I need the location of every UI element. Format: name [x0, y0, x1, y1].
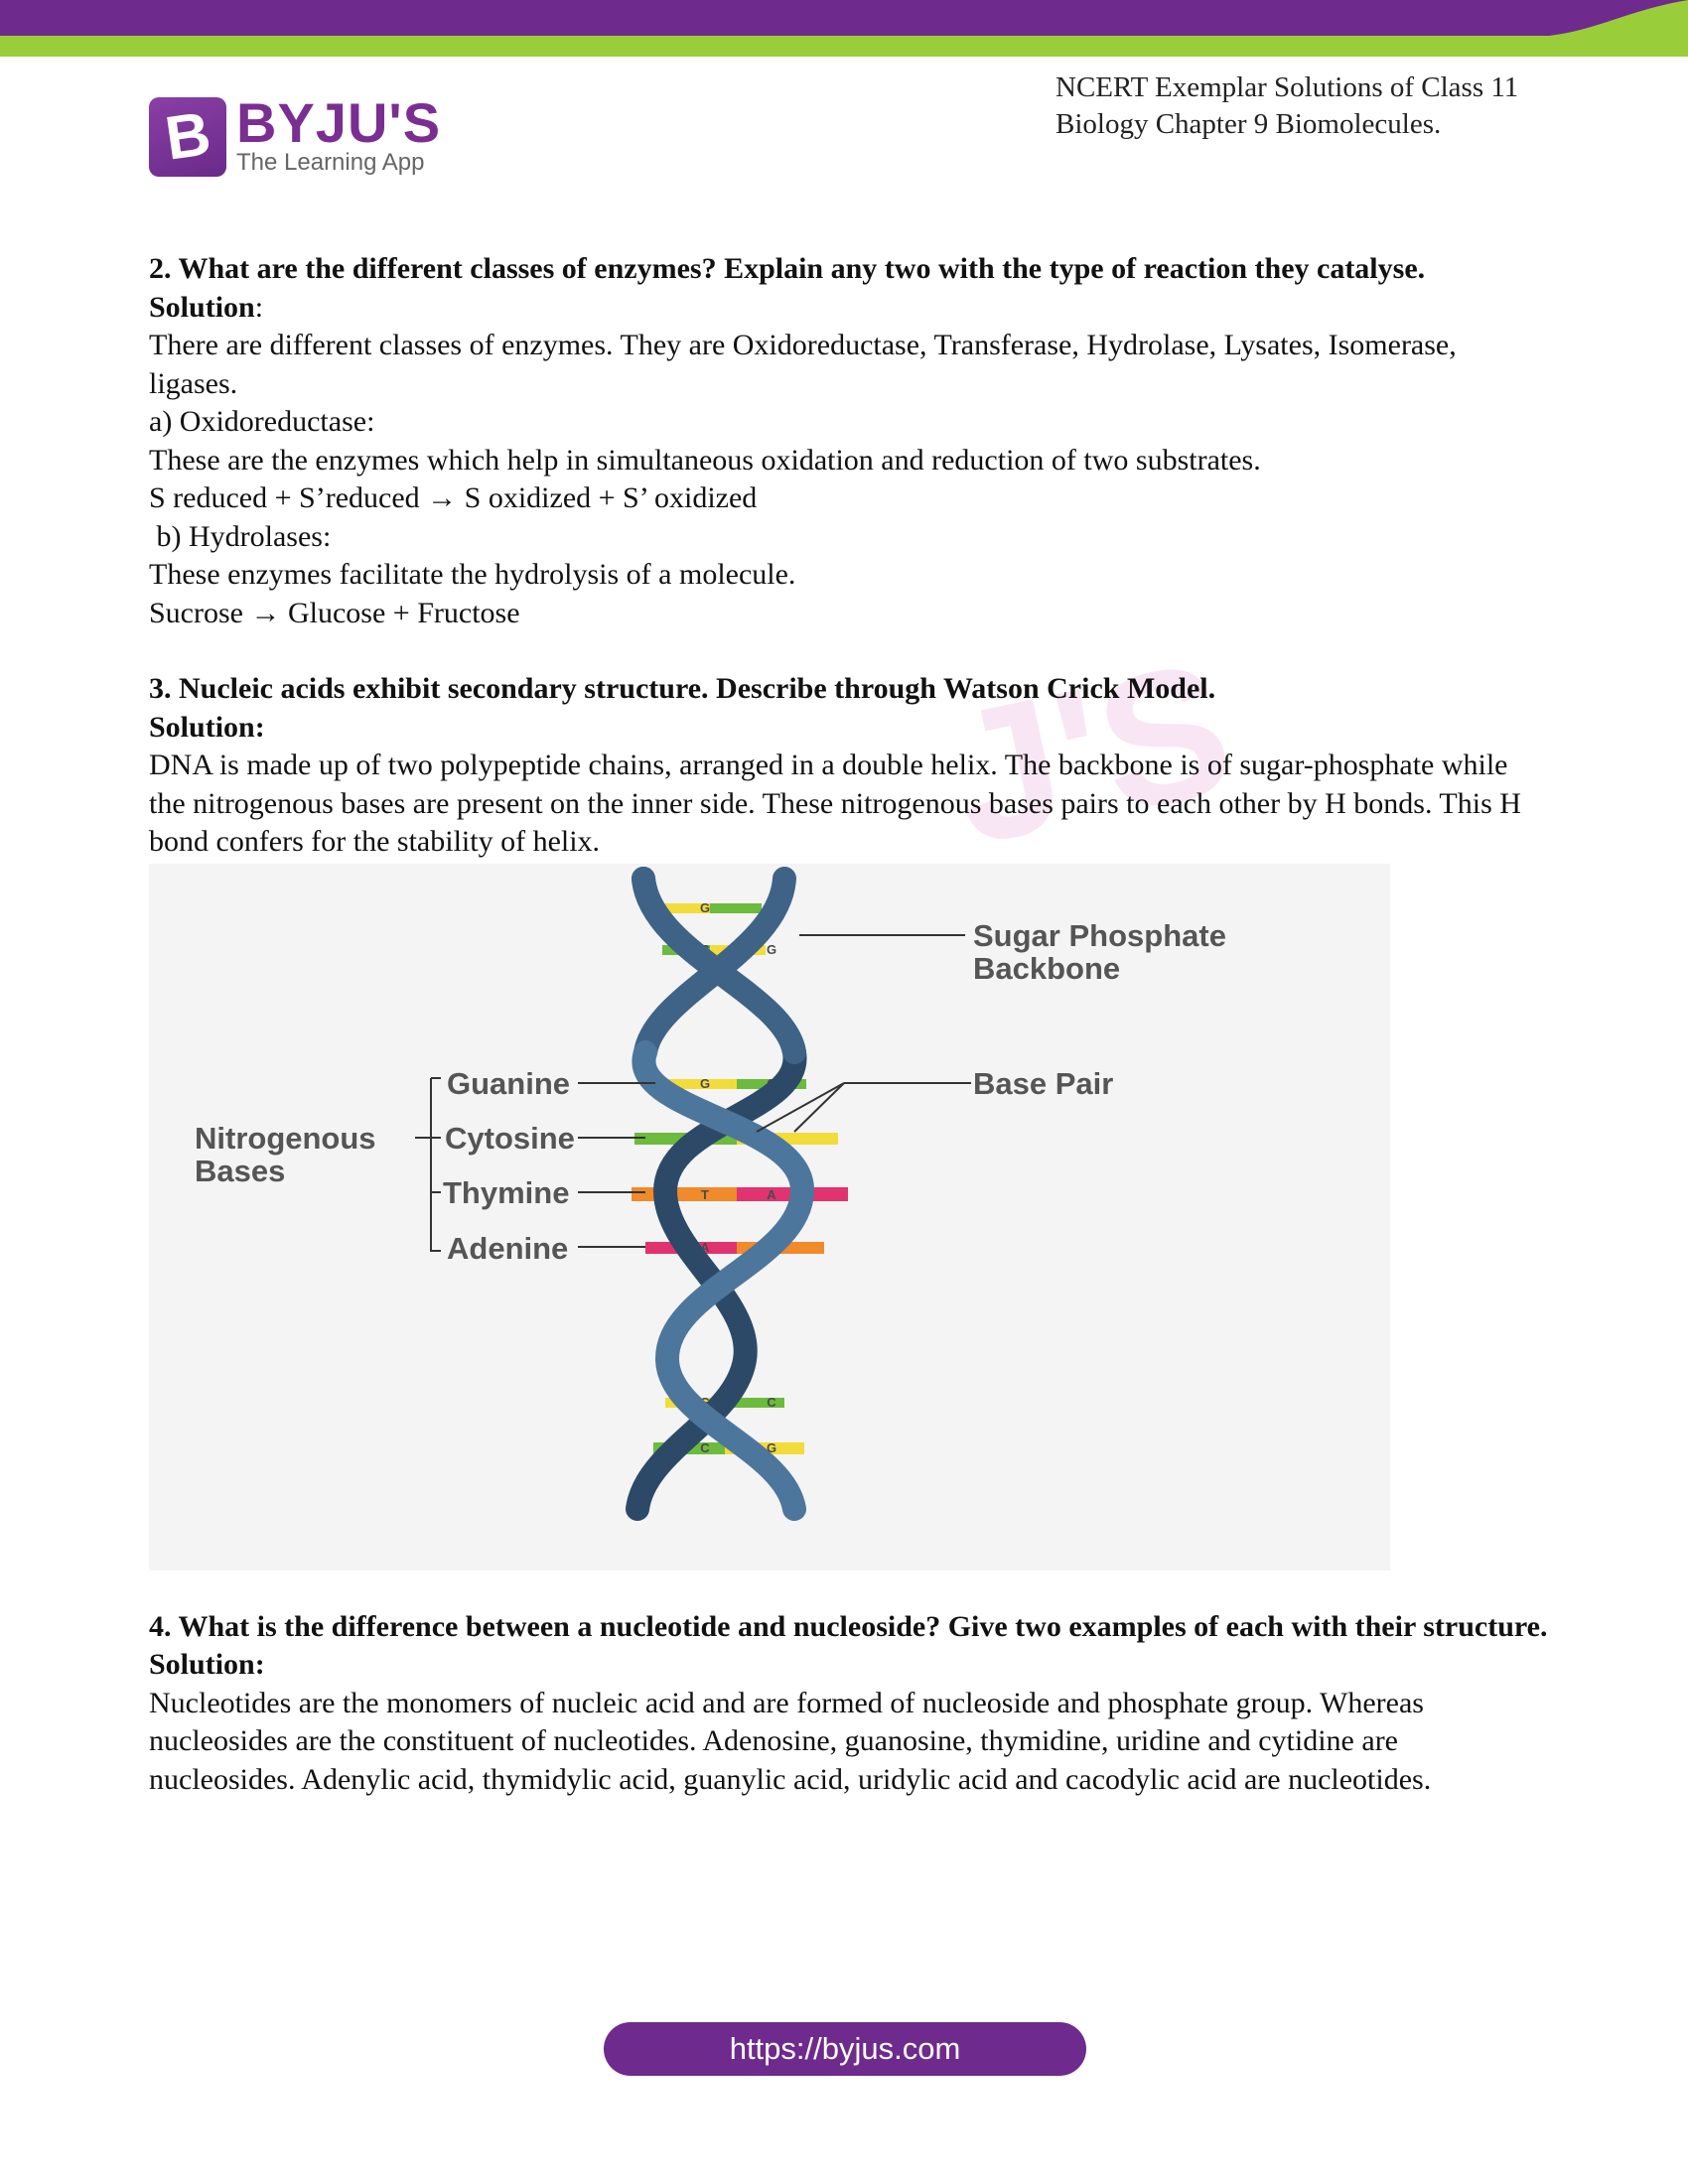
svg-text:G: G [699, 899, 711, 915]
document-body [149, 250, 1549, 1799]
solution-line: a) Oxidoreductase: [149, 405, 375, 438]
label-bases: Bases [195, 1153, 286, 1188]
solution-heading: Solution: [149, 1648, 265, 1681]
label-cytosine: Cytosine [445, 1120, 575, 1156]
logo-name: BYJU'S [236, 91, 442, 154]
question-block [149, 250, 1549, 632]
svg-text:T: T [768, 1239, 775, 1255]
solution-line: There are different classes of enzymes. They are Oxidoreductase, Transferase, Hydrolase, Lysates, Isomerase, ligases. [149, 329, 1457, 400]
footer-url-link[interactable]: https://byjus.com [604, 2022, 1086, 2076]
label-sugar-phosphate: Sugar Phosphate [973, 917, 1226, 953]
label-adenine: Adenine [447, 1230, 569, 1266]
solution-line: These are the enzymes which help in simultaneous oxidation and reduction of two substrates. [149, 443, 1261, 477]
solution-heading: Solution: [149, 290, 264, 324]
solution-line: Sucrose → Glucose + Fructose [149, 596, 520, 629]
byjus-logo-icon: B [149, 97, 226, 177]
question-text: 3. Nucleic acids exhibit secondary structure. Describe through Watson Crick Model. [149, 672, 1216, 705]
solution-line: S reduced + S’reduced → S oxidized + S’ oxidized [149, 481, 758, 514]
solution-line: b) Hydrolases: [149, 519, 332, 553]
label-backbone: Backbone [973, 950, 1121, 986]
svg-text:G: G [699, 1075, 711, 1091]
svg-text:C: C [700, 1439, 710, 1455]
question-text: 2. What are the different classes of enzymes? Explain any two with the type of reaction they catalyse. [149, 252, 1426, 285]
svg-text:G: G [766, 1439, 777, 1455]
question-block [149, 1608, 1549, 1800]
dna-svg [149, 864, 1390, 1570]
label-base-pair: Base Pair [973, 1065, 1114, 1101]
top-banner [0, 0, 1688, 60]
dna-double-helix-diagram [149, 864, 1390, 1570]
svg-text:G: G [766, 1131, 777, 1147]
svg-text:T: T [701, 1186, 709, 1202]
question-block [149, 670, 1549, 862]
svg-text:C: C [767, 899, 776, 915]
svg-text:A: A [767, 1186, 776, 1202]
logo-tagline: The Learning App [236, 149, 425, 176]
svg-text:G: G [766, 941, 777, 957]
question-text: 4. What is the difference between a nucleotide and nucleoside? Give two examples of each with their structure. [149, 1609, 1548, 1643]
svg-text:C: C [767, 1394, 776, 1410]
svg-text:C: C [767, 1075, 776, 1091]
label-nitrogenous: Nitrogenous [195, 1120, 376, 1156]
watermark: J'S [933, 621, 1248, 886]
svg-text:C: C [700, 1131, 710, 1147]
svg-text:C: C [700, 941, 710, 957]
svg-text:G: G [699, 1394, 711, 1410]
byjus-logo [149, 91, 442, 177]
solution-line: These enzymes facilitate the hydrolysis of a molecule. [149, 558, 796, 591]
header-note [1055, 69, 1651, 143]
label-guanine: Guanine [447, 1065, 571, 1101]
solution-line: Nucleotides are the monomers of nucleic acid and are formed of nucleoside and phosphate group. Whereas nucleosides are the constituent of nucleotides. Adenosine, guanosine, thymidine, uridine and cytidine are nucleosides. Adenylic acid, thymidylic acid, guanylic acid, uridylic acid and cacodylic acid are nucleotides. [149, 1686, 1432, 1796]
solution-line: DNA is made up of two polypeptide chains, arranged in a double helix. The backbone is of sugar-phosphate while the nitrogenous bases are present on the inner side. These nitrogenous bases pairs to each other by H bonds. This H bond confers for the stability of helix. [149, 749, 1521, 858]
solution-heading: Solution: [149, 710, 265, 744]
label-thymine: Thymine [443, 1174, 570, 1210]
header-note-line2: Biology Chapter 9 Biomolecules. [1055, 108, 1442, 140]
svg-text:A: A [700, 1239, 710, 1255]
header-note-line1: NCERT Exemplar Solutions of Class 11 [1055, 71, 1519, 103]
